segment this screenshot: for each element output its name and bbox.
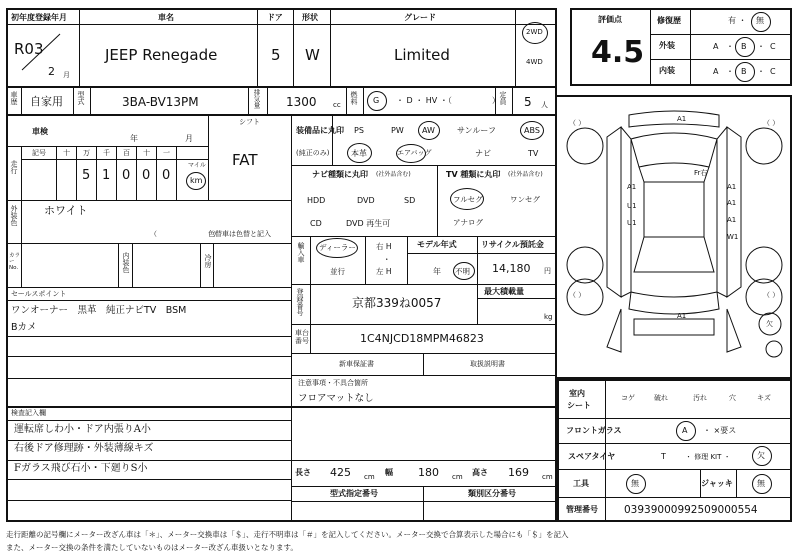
mile-label: マイル [188,162,206,169]
sheet-item: キズ [757,394,771,402]
digit-h-2: 千 [103,149,110,157]
recycle-value: 14,180 [492,262,531,275]
sheet-item: 穴 [729,394,736,402]
exterior-b: B [741,42,747,51]
sales-label: セールスポイント [11,290,67,298]
jack-value: 無 [757,479,765,488]
digit-h-1: 万 [83,149,90,157]
equip-tv: TV [528,149,539,158]
tools-label: 工具 [573,479,589,488]
digit-h-3: 百 [123,149,130,157]
displacement-value: 1300 [286,95,317,109]
spare-t: T [661,452,666,461]
repair-options: 有 ・ [728,16,747,25]
navi-sub: (社外品含む) [376,171,411,178]
sep: ・ [757,67,765,76]
navi-hdd: HDD [307,196,326,205]
front-bumper [629,111,719,127]
equip-sunroof: サンルーフ [457,126,496,135]
fuel-label: 燃料 [350,91,358,105]
import-dealer: ディーラー [319,243,356,252]
import-parallel: 並行 [330,267,345,276]
import-label: 輸入車 [297,242,305,263]
wheel-front-right [746,128,782,164]
shaken-year-unit: 年 [130,134,138,143]
body-right-inner [717,127,727,297]
tools-value: 無 [631,479,639,488]
manual-label: 取扱説明書 [470,360,505,368]
first-reg-month: 2 [48,65,55,78]
navi-cd: CD [310,219,322,228]
equip-airbag: エアバッグ [397,149,432,157]
mileage-digit: 0 [162,168,171,183]
height-label: 高さ [472,468,488,477]
sheet-item: コゲ [621,394,635,402]
record-label: 記号 [32,149,46,157]
sep: ・ [757,42,765,51]
tv-title: TV 種類に丸印 [446,170,501,179]
inspector-label: 検査記入欄 [11,409,46,417]
rear-bumper [629,292,719,314]
navi-dvd-play: DVD 再生可 [346,219,391,228]
type-value: 3BA-BV13PM [122,95,199,109]
under-panel [634,319,714,335]
equip-abs: ABS [524,126,540,135]
category-label: 類別区分番号 [468,489,516,498]
color-value: ホワイト [44,204,88,217]
model-year-unknown: 不明 [455,267,470,276]
windshield-rest: ・ ×要ス [703,426,737,435]
damage-mark: U1 [627,219,637,227]
grade-label: グレード [404,13,436,22]
color-note: 色替車は色替と記入 [208,230,271,238]
tv-oneseg: ワンセグ [510,195,540,204]
sales-line: Bカメ [11,322,37,333]
inspector-line: Fガラス飛び石小・下廻りS小 [14,463,148,474]
ac-label: 冷房 [204,254,212,268]
import-right-h: 右 H [376,242,392,251]
model-year-unit: 年 [433,267,441,276]
interior-b: B [741,67,747,76]
cm-unit: cm [542,473,553,481]
shift-value: FAT [232,151,258,169]
yen: 円 [544,267,551,275]
displacement-unit: cc [333,101,341,109]
chassis-value: 1C4NJCD18MPM46823 [360,332,484,345]
sep: ・ [726,67,734,76]
exterior-c: C [770,42,776,51]
digit-h-4: 十 [143,149,150,157]
equip-subtitle: (純正のみ) [296,149,330,157]
digit-h-0: 十 [63,149,70,157]
mileage-label: 走行 [10,160,18,174]
diagram-paren: （ ） [569,291,586,299]
footer-line-1: 走行距離の記号欄にメーター改ざん車は「＊」、メーター交換車は「＄」、走行不明車は「＃」を記入してください。メーター交換で合算表示した場合にも「＄」を記入 [6,530,569,539]
model-label: 車名 [158,13,174,22]
equip-pw: PW [391,126,404,135]
mileage-digit: 0 [122,168,131,183]
inspector-line: 運転席しわ小・ドア内張りA小 [14,424,151,435]
type-designation-label: 型式指定番号 [330,489,378,498]
windshield-a: A [682,426,688,435]
jack-label: ジャッキ [701,479,733,488]
interior-color-label: 内装色 [122,252,130,273]
exterior-label: 外装 [659,41,675,50]
color-note-paren: （ ） [150,230,220,238]
height-value: 169 [508,466,529,479]
kg: kg [544,313,553,321]
roof [644,182,704,237]
spare-label: スペアタイヤ [568,452,616,461]
diagram-paren: （ ） [763,119,780,127]
sales-line: ワンオーナー 黒革 純正ナビTV BSM [11,305,187,316]
shape-label: 形状 [302,13,318,22]
capacity-label: 定員 [499,91,507,105]
shaken-label: 車検 [32,127,48,136]
equip-aw: AW [422,126,435,135]
damage-mark: A1 [677,312,687,320]
wheel-front-left [567,128,603,164]
damage-mark: Fr右 [694,169,708,177]
width-value: 180 [418,466,439,479]
equip-title: 装備品に丸印 [296,126,344,135]
damage-mark: A1 [727,199,737,207]
month-unit: 月 [63,71,70,79]
navi-dvd: DVD [357,196,375,205]
body-value: 自家用 [30,95,63,108]
interior-c: C [770,67,776,76]
rear-glass [634,237,714,272]
caution-label: 注意事項・不具合箇所 [298,379,368,387]
capacity-value: 5 [524,95,532,109]
damage-mark: 欠 [766,320,773,328]
first-reg-label: 初年度登録年月 [11,13,67,22]
diagram-paren: （ ） [569,119,586,127]
drive-2wd: 2WD [526,28,543,36]
exterior-a: A [713,42,719,51]
damage-mark: A1 [627,183,637,191]
interior-label: 内装 [659,66,675,75]
displacement-label: 排気量 [252,89,261,109]
tv-analog: アナログ [453,218,483,227]
body-label: 車歴 [10,91,18,105]
drive-4wd: 4WD [526,58,543,66]
caution-value: フロアマットなし [298,393,374,404]
body-left-inner [621,127,631,297]
car-damage-diagram [559,97,789,377]
tv-fullseg: フルセグ [453,195,483,204]
damage-mark: A1 [677,115,687,123]
type-label: 型式 [77,91,85,105]
interior-sheet-label-2: シート [567,401,591,410]
doors-label: ドア [267,13,283,22]
warranty-label: 新車保証書 [339,360,374,368]
width-label: 幅 [385,468,393,477]
score-value: 4.5 [591,35,645,70]
capacity-unit: 人 [541,101,548,109]
model-year-label: モデル年式 [417,240,457,249]
damage-mark: A1 [727,183,737,191]
max-load-label: 最大積載量 [484,287,524,296]
cm-unit: cm [452,473,463,481]
shift-label: シフト [239,118,260,126]
shape-value: W [305,46,320,64]
fuel-options: ・ D ・ HV ・（ ） [396,96,500,105]
sheet-item: 汚れ [693,394,707,402]
equip-leather: 本革 [351,149,367,158]
inspector-line: 右後ドア修理跡・外装薄線キズ [14,443,154,454]
windshield-label: フロントガラス [566,426,622,435]
wheel-rear-left [567,247,603,283]
tv-sub: (社外品含む) [508,171,543,178]
wheel-rear-right [746,247,782,283]
navi-sd: SD [404,196,416,205]
sep: ・ [726,42,734,51]
equip-ps: PS [354,126,364,135]
interior-sheet-label-1: 室内 [569,389,585,398]
mgmt-value: 03939000992509000554 [624,504,758,516]
import-left-h: 左 H [376,267,392,276]
km-label: km [190,176,203,185]
equip-navi: ナビ [475,149,491,158]
interior-a: A [713,67,719,76]
hood [631,133,717,167]
mileage-digit: 1 [102,168,111,183]
mileage-digit: 5 [82,168,91,183]
navi-title: ナビ種類に丸印 [312,170,368,179]
repair-selected: 無 [756,16,764,25]
shaken-month-unit: 月 [185,134,193,143]
diagram-paren: （ ） [763,291,780,299]
repair-label: 修復歴 [657,16,681,25]
color-no-label: カラーNo. [9,253,21,272]
fuel-g: G [373,96,380,105]
length-value: 425 [330,466,351,479]
damage-mark: W1 [727,233,739,241]
grade-value: Limited [394,46,450,64]
recycle-label: リサイクル預託金 [481,240,544,249]
damage-mark: U1 [627,202,637,210]
registration-label: 登録番号 [296,288,304,316]
body-left-side [607,127,621,297]
score-label: 評価点 [598,15,622,24]
header-divider [7,24,556,25]
footer-line-2: また、メーター交換の条件を満たしていないものはメーター改ざん車扱いとなります。 [6,543,298,552]
mgmt-label: 管理番号 [566,505,598,514]
damage-mark: A1 [727,216,737,224]
doors-value: 5 [271,46,281,64]
first-reg-era: R03 [14,40,44,58]
body-right-side [727,127,741,297]
registration-value: 京都339ね0057 [352,296,442,310]
digit-h-5: 一 [163,149,170,157]
cm-unit: cm [364,473,375,481]
import-dot: ・ [383,255,391,264]
mileage-digit: 0 [142,168,151,183]
spare-kit: ・ 修理 KIT ・ [685,453,731,461]
model-name: JEEP Renegade [105,46,218,64]
chassis-label: 車台番号 [295,329,309,346]
length-label: 長さ [295,468,311,477]
sheet-item: 破れ [654,394,668,402]
color-label: 外装色 [10,205,18,226]
spare-none: 欠 [757,451,765,460]
